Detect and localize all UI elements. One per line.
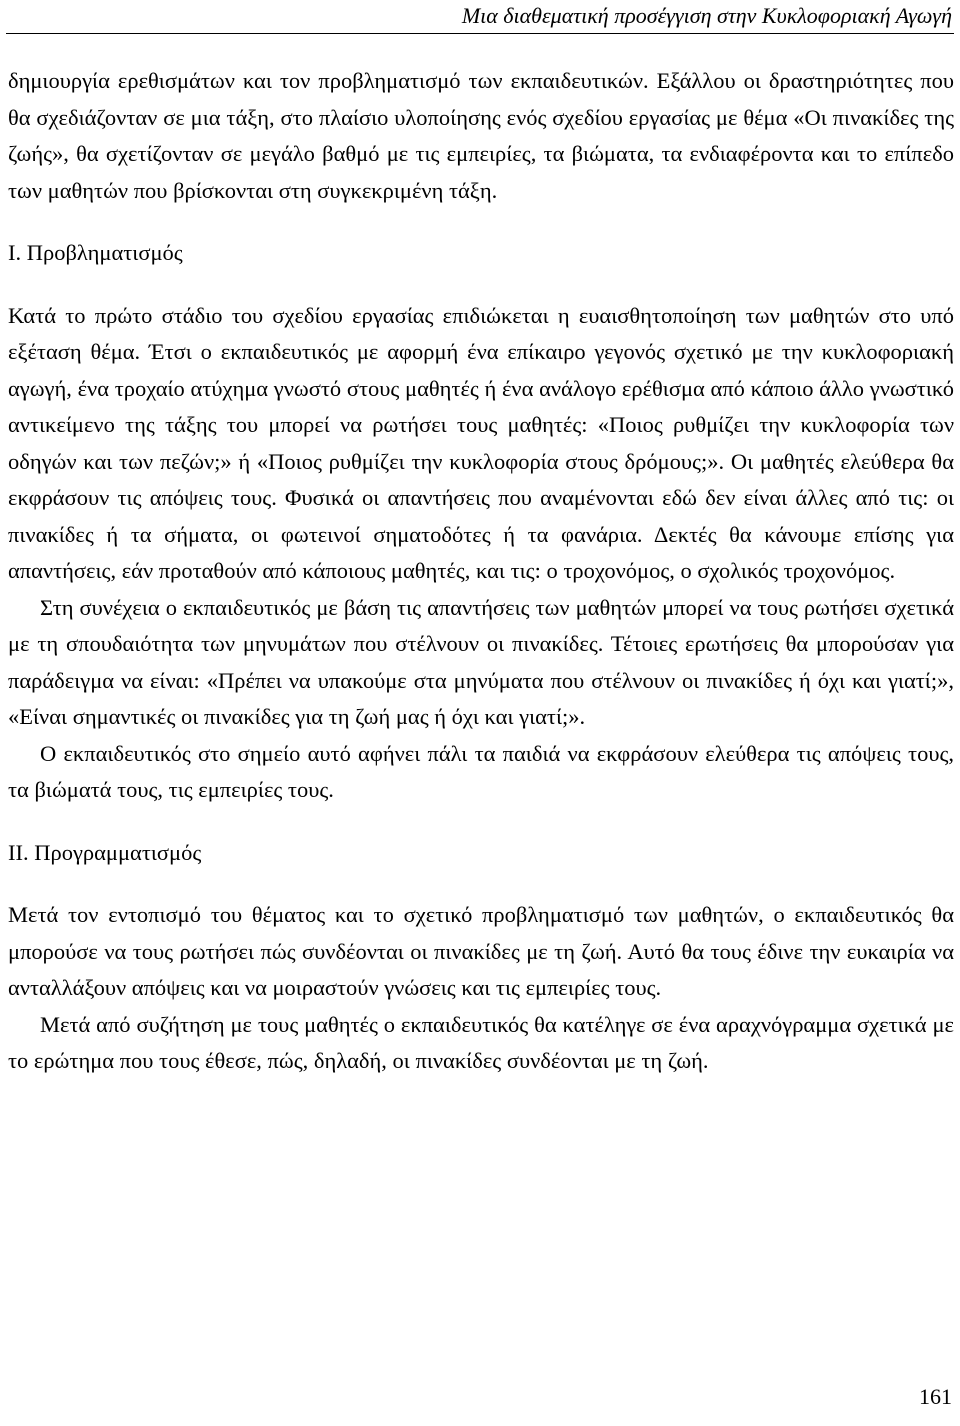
section2-paragraph-1: Μετά τον εντοπισμό του θέματος και το σχετικό προβληματισμό των μαθητών, ο εκπαιδευτικός θα μπορούσε να τους ρωτήσει πώς συνδέονται οι πινακίδες με τη ζωή. Αυτό θα τους έδινε την ευκαιρία να ανταλλάξουν απόψεις και να μοιραστούν γνώσεις και τις εμπειρίες τους. bbox=[8, 902, 954, 1000]
spacer bbox=[8, 809, 954, 835]
intro-paragraph: δημιουργία ερεθισμάτων και τον προβληματισμό των εκπαιδευτικών. Εξάλλου οι δραστηριότητες που θα σχεδιάζονταν σε μια τάξη, στο πλαίσιο υλοποίησης ενός σχεδίου εργασίας με θέμα «Οι πινακίδες της ζωής», θα σχετίζονταν σε μεγάλο βαθμό με τις εμπειρίες, τα βιώματα, τα ενδιαφέροντα και το επίπεδο των μαθητών που βρίσκονται στη συγκεκριμένη τάξη. bbox=[8, 68, 954, 203]
spacer bbox=[8, 871, 954, 897]
page-number: 161 bbox=[919, 1384, 952, 1409]
spacer bbox=[8, 272, 954, 298]
section-heading-programming: ΙΙ. Προγραμματισμός bbox=[8, 839, 202, 865]
spacer bbox=[8, 209, 954, 235]
section1-paragraph-3: Ο εκπαιδευτικός στο σημείο αυτό αφήνει πάλι τα παιδιά να εκφράσουν ελεύθερα τις απόψεις τους, τα βιώματά τους, τις εμπειρίες τους. bbox=[8, 740, 954, 802]
running-header-title: Μια διαθεματική προσέγγιση στην Κυκλοφοριακή Αγωγή bbox=[461, 3, 952, 28]
header-rule bbox=[6, 33, 954, 34]
section-heading-problematization: Ι. Προβληματισμός bbox=[8, 240, 183, 265]
section1-paragraph-2: Στη συνέχεια ο εκπαιδευτικός με βάση τις απαντήσεις των μαθητών μπορεί να τους ρωτήσει σχετικά με τη σπουδαιότητα των μηνυμάτων που στέλνουν οι πινακίδες. Τέτοιες ερωτήσεις θα μπορούσαν για παράδειγμα να είναι: «Πρέπει να υπακούμε στα μηνύματα που στέλνουν οι πινακίδες ή όχι και γιατί;», «Είναι σημαντικές οι πινακίδες για τη ζωή μας ή όχι και γιατί;». bbox=[8, 594, 954, 729]
section2-paragraph-2: Μετά από συζήτηση με τους μαθητές ο εκπαιδευτικός θα κατέληγε σε ένα αραχνόγραμμα σχετικά με το ερώτημα που τους έθεσε, πώς, δηλαδή, οι πινακίδες συνδέονται με τη ζωή. bbox=[8, 1011, 954, 1073]
section1-paragraph-1: Κατά το πρώτο στάδιο του σχεδίου εργασίας επιδιώκεται η ευαισθητοποίηση των μαθητών στο υπό εξέταση θέμα. Έτσι ο εκπαιδευτικός με αφορμή ένα επίκαιρο γεγονός σχετικό με την κυκλοφοριακή αγωγή, ένα τροχαίο ατύχημα γνωστό στους μαθητές ή ένα ανάλογο ερέθισμα από κάποιο άλλο γνωστικό αντικείμενο της τάξης του μπορεί να ρωτήσει τους μαθητές: «Ποιος ρυθμίζει την κυκλοφορία των οδηγών και των πεζών;» ή «Ποιος ρυθμίζει την κυκλοφορία στους δρόμους;». Οι μαθητές ελεύθερα θα εκφράσουν τις απόψεις τους. Φυσικά οι απαντήσεις που αναμένονται εδώ δεν είναι άλλες από τις: οι πινακίδες ή τα σήματα, οι φωτεινοί σηματοδότες ή τα φανάρια. Δεκτές θα κάνουμε επίσης για απαντήσεις, εάν προταθούν από κάποιους μαθητές, και τις: ο τροχονόμος, ο σχολικός τροχονόμος. bbox=[8, 302, 954, 583]
page-body bbox=[8, 63, 954, 1080]
